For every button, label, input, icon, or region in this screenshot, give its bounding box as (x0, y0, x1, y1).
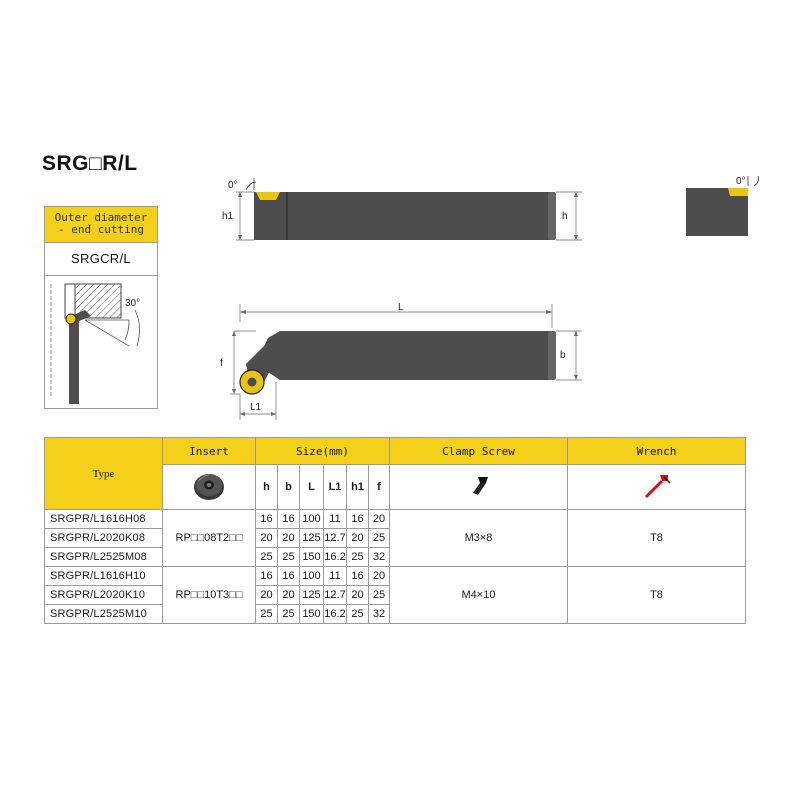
cell-h: 20 (256, 529, 278, 548)
cell-b: 16 (278, 567, 300, 586)
cell-h1: 16 (347, 510, 369, 529)
wrench-cell: T8 (568, 567, 746, 624)
cell-b: 25 (278, 548, 300, 567)
insert-header: Insert (163, 438, 256, 465)
cell-f: 25 (369, 529, 390, 548)
cell-b: 25 (278, 605, 300, 624)
cell-f: 32 (369, 548, 390, 567)
cell-h: 25 (256, 548, 278, 567)
side-angle-label: 0° (736, 176, 746, 187)
type-cell: SRGPR/L2020K08 (45, 529, 163, 548)
cell-L: 100 (300, 510, 324, 529)
cell-b: 20 (278, 529, 300, 548)
cell-h1: 20 (347, 529, 369, 548)
cell-h1: 25 (347, 605, 369, 624)
plan-view-drawing (210, 298, 590, 428)
cell-L1: 11 (324, 510, 347, 529)
top-angle-label: 0° (228, 180, 238, 191)
insert-icon (189, 468, 229, 504)
side-view-drawing (680, 172, 770, 242)
cell-f: 25 (369, 586, 390, 605)
page-title: SRG□R/L (42, 152, 138, 175)
cell-L1: 11 (324, 567, 347, 586)
cell-L: 150 (300, 548, 324, 567)
table-row (45, 510, 746, 529)
operation-code: SRGCR/L (45, 243, 157, 276)
type-cell: SRGPR/L2525M10 (45, 605, 163, 624)
insert-icon-cell (163, 465, 256, 510)
cell-f: 20 (369, 510, 390, 529)
top-view-drawing (210, 170, 590, 250)
L1-label: L1 (250, 402, 262, 413)
tool-shank-shape (69, 318, 79, 404)
operation-info-box (44, 206, 158, 409)
cell-L1: 16.2 (324, 605, 347, 624)
insert-top-shape (256, 192, 280, 200)
cell-L: 125 (300, 529, 324, 548)
cell-h1: 20 (347, 586, 369, 605)
cell-L1: 12.7 (324, 586, 347, 605)
caption-line-1: Outer diameter (54, 211, 148, 224)
dim-header-L1: L1 (324, 465, 347, 510)
end-cutting-diagram (45, 276, 157, 408)
dim-header-b: b (278, 465, 300, 510)
operation-diagram (45, 276, 157, 408)
cell-f: 32 (369, 605, 390, 624)
cell-h: 20 (256, 586, 278, 605)
cell-b: 16 (278, 510, 300, 529)
type-cell: SRGPR/L2020K10 (45, 586, 163, 605)
cell-f: 20 (369, 567, 390, 586)
cell-h: 16 (256, 567, 278, 586)
clamp-screw-header: Clamp Screw (390, 438, 568, 465)
dim-header-L: L (300, 465, 324, 510)
dim-header-h: h (256, 465, 278, 510)
cell-b: 20 (278, 586, 300, 605)
cell-h: 16 (256, 510, 278, 529)
spec-table (44, 437, 746, 624)
tool-body-top (254, 192, 552, 240)
type-cell: SRGPR/L1616H10 (45, 567, 163, 586)
type-cell: SRGPR/L1616H08 (45, 510, 163, 529)
torx-wrench-icon (640, 471, 674, 501)
insert-circle (66, 314, 76, 324)
insert-code-cell: RP□□10T3□□ (163, 567, 256, 624)
tool-body-plan (256, 331, 552, 380)
cell-h1: 16 (347, 567, 369, 586)
cell-L: 100 (300, 567, 324, 586)
cell-L1: 12.7 (324, 529, 347, 548)
L-label: L (398, 302, 404, 313)
insert-side-shape (728, 188, 748, 196)
dim-header-f: f (369, 465, 390, 510)
clamp-screw-icon (464, 473, 494, 499)
clamp-screw-cell: M4×10 (390, 567, 568, 624)
table-row (45, 567, 746, 586)
angle-label: 30° (125, 298, 141, 309)
type-cell: SRGPR/L2525M08 (45, 548, 163, 567)
wrench-cell: T8 (568, 510, 746, 567)
type-header: Type (45, 438, 163, 510)
cell-L: 150 (300, 605, 324, 624)
cell-L: 125 (300, 586, 324, 605)
clamp-screw-icon-cell (390, 465, 568, 510)
clamp-screw-cell: M3×8 (390, 510, 568, 567)
cell-h1: 25 (347, 548, 369, 567)
wrench-header: Wrench (568, 438, 746, 465)
h1-label: h1 (222, 211, 234, 222)
insert-code-cell: RP□□08T2□□ (163, 510, 256, 567)
f-label: f (220, 358, 223, 369)
h-label: h (562, 211, 568, 222)
wrench-icon-cell (568, 465, 746, 510)
caption-line-2: - end cutting (57, 223, 145, 236)
size-header: Size(mm) (256, 438, 390, 465)
cell-h: 25 (256, 605, 278, 624)
b-label: b (560, 350, 566, 361)
dim-header-h1: h1 (347, 465, 369, 510)
operation-caption (45, 207, 157, 243)
cell-L1: 16.2 (324, 548, 347, 567)
